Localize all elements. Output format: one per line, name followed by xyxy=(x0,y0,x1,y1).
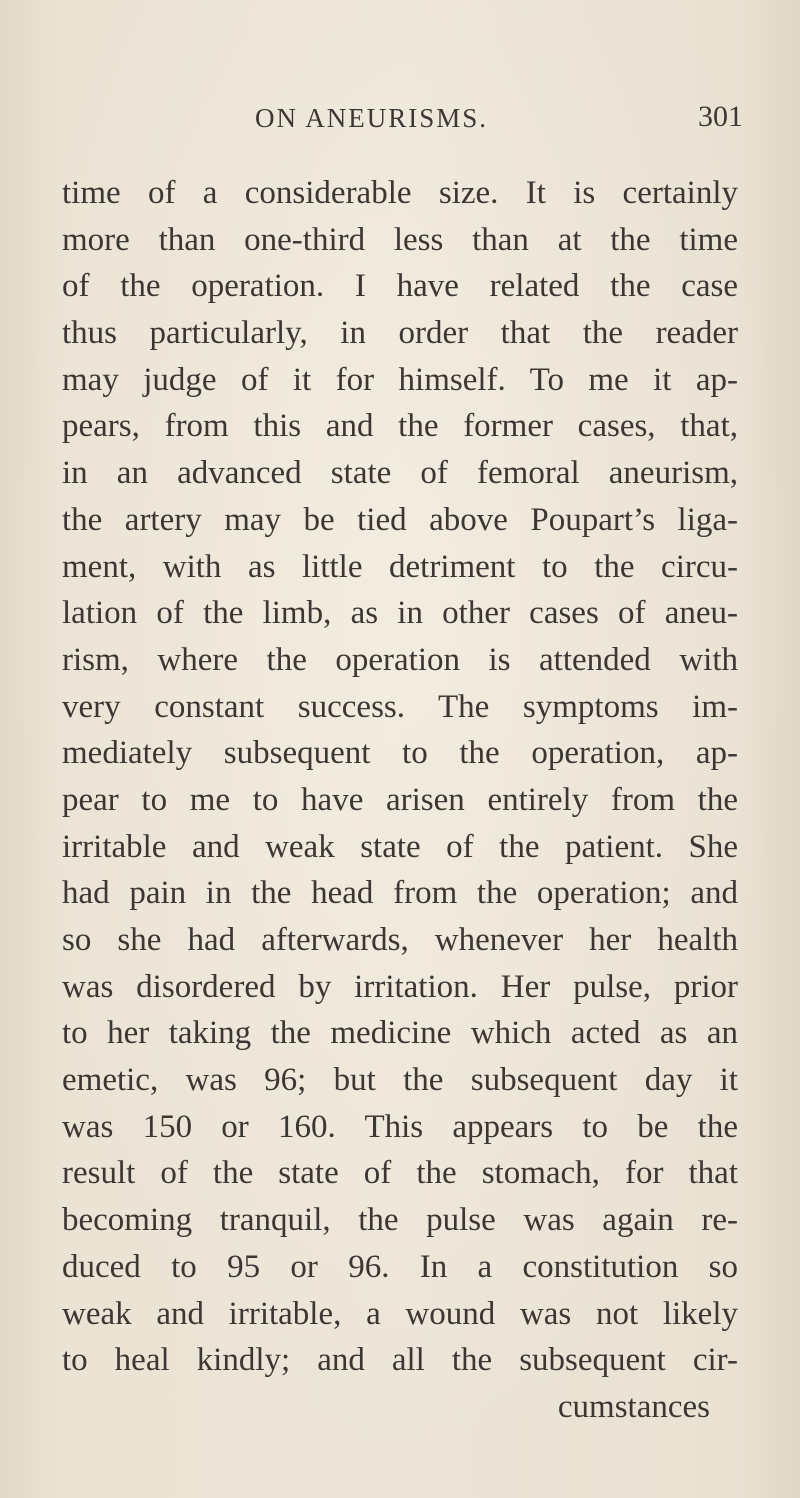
text-line: so she had afterwards, whenever her health xyxy=(62,922,738,958)
running-head xyxy=(0,100,800,143)
text-line: mediately subsequent to the operation, ap- xyxy=(62,735,738,772)
text-line: was 150 or 160. This appears to be the xyxy=(62,1108,738,1145)
text-line: thus particularly, in order that the reader xyxy=(62,315,738,352)
text-line: was disordered by irritation. Her pulse, prior xyxy=(62,968,738,1005)
text-line: pear to me to have arisen entirely from the xyxy=(62,781,738,818)
catchword: cumstances xyxy=(557,1388,710,1425)
text-line: ment, with as little detriment to the circu- xyxy=(62,548,738,585)
body-text xyxy=(62,170,738,1431)
running-head-title: ON ANEURISMS. xyxy=(255,103,489,133)
text-line: irritable and weak state of the patient. She xyxy=(62,828,738,865)
text-line: the artery may be tied above Poupart’s liga- xyxy=(62,501,738,538)
text-line: pears, from this and the former cases, that, xyxy=(62,408,738,445)
text-line: result of the state of the stomach, for that xyxy=(62,1155,738,1192)
text-line: weak and irritable, a wound was not likely xyxy=(62,1295,738,1332)
text-line: to her taking the medicine which acted as an xyxy=(62,1015,738,1052)
text-line: more than one-third less than at the time xyxy=(62,221,738,258)
text-line: to heal kindly; and all the subsequent cir- xyxy=(62,1342,738,1379)
text-line: of the operation. I have related the case xyxy=(62,268,738,305)
text-line: very constant success. The symptoms im- xyxy=(62,688,738,725)
text-line: lation of the limb, as in other cases of aneu- xyxy=(62,595,738,632)
text-line: had pain in the head from the operation; and xyxy=(62,875,738,912)
text-line: becoming tranquil, the pulse was again re- xyxy=(62,1202,738,1239)
text-line: emetic, was 96; but the subsequent day it xyxy=(62,1062,738,1099)
page-number: 301 xyxy=(698,100,743,133)
text-line: rism, where the operation is attended with xyxy=(62,641,738,678)
text-line: in an advanced state of femoral aneurism, xyxy=(62,455,738,492)
text-line: duced to 95 or 96. In a constitution so xyxy=(62,1248,738,1285)
text-line: may judge of it for himself. To me it ap- xyxy=(62,361,738,398)
text-line: time of a considerable size. It is certainly xyxy=(62,175,738,211)
